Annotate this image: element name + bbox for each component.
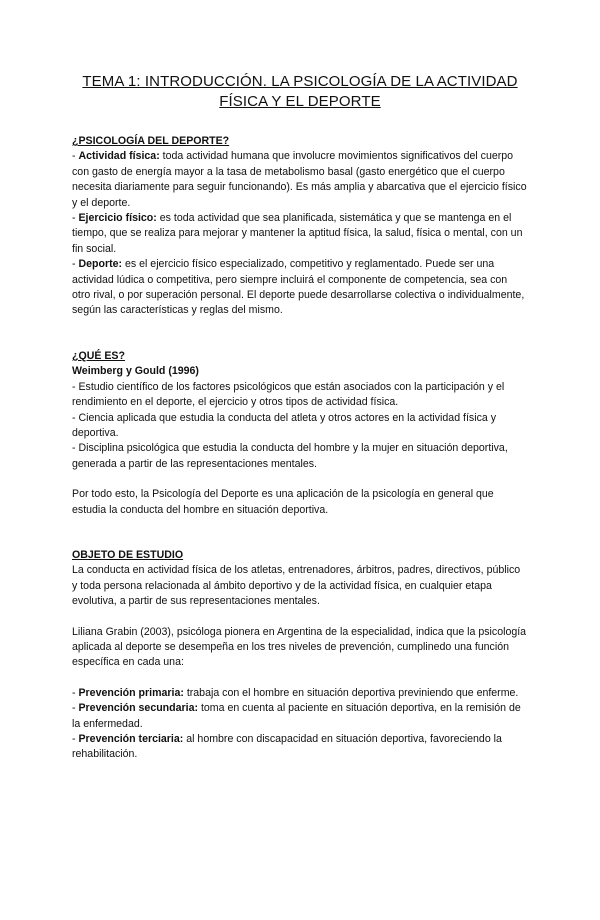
list-item: - Estudio científico de los factores psicológicos que están asociados con la participación y el rendimiento en el deporte, el ejercicio y otros tipos de actividad física. [72, 380, 505, 409]
definition-term: Ejercicio físico: [78, 212, 157, 225]
document-title [72, 72, 528, 112]
conclusion-paragraph: Por todo esto, la Psicología del Deporte es una aplicación de la psicología en general que estudia la conducta del hombre en situación deportiva. [72, 488, 494, 516]
prevention-item: - Prevención primaria: trabaja con el hombre en situación deportiva previniendo que enferme. [72, 686, 519, 699]
list-item: - Ciencia aplicada que estudia la conducta del atleta y otros actores en la actividad física y deportiva. [72, 411, 496, 439]
title-line-2: FÍSICA Y EL DEPORTE [219, 93, 381, 110]
body-paragraph: La conducta en actividad física de los atletas, entrenadores, árbitros, padres, directivos, público y toda persona relacionada al ámbito deportivo y de la actividad física, en cualquier etapa evolutiva, a partir de sus representaciones mentales. [72, 564, 521, 608]
section-heading: ¿PSICOLOGÍA DEL DEPORTE? [72, 135, 230, 147]
prevention-text: toma en cuenta al paciente en situación deportiva, en la remisión de la enfermedad. [72, 702, 521, 730]
section-heading: ¿QUÉ ES? [72, 349, 125, 362]
definition-text: toda actividad humana que involucre movimientos significativos del cuerpo con gasto de energía mayor a la tasa de metabolismo basal (gasto energético que el cuerpo necesita diariamente para seguir funcionando). Es más amplia y abarcativa que el ejercicio físico y el deporte. [72, 150, 527, 209]
prevention-term: Prevención terciaria: [78, 733, 184, 745]
prevention-text: al hombre con discapacidad en situación deportiva, favoreciendo la rehabilitación. [72, 733, 502, 761]
definition-item: - Actividad física: toda actividad humana que involucre movimientos significativos del cuerpo con gasto de energía mayor a la tasa de metabolismo basal (gasto energético que el cuerpo necesita diariamente para seguir funcionando). Es más amplia y abarcativa que el ejercicio físico y el deporte. [72, 150, 527, 209]
prevention-item: - Prevención terciaria: al hombre con discapacidad en situación deportiva, favoreciendo la rehabilitación. [72, 733, 502, 761]
prevention-term: Prevención primaria: [78, 686, 184, 699]
prevention-text: trabaja con el hombre en situación deportiva previniendo que enferme. [183, 686, 519, 699]
definition-term: Actividad física: [78, 150, 160, 163]
prevention-term: Prevención secundaria: [78, 702, 199, 715]
section-que-es [72, 349, 528, 518]
section-heading: OBJETO DE ESTUDIO [72, 548, 184, 561]
definition-item: - Ejercicio físico: es toda actividad que sea planificada, sistemática y que se mantenga en el tiempo, que se realiza para mejorar y mantener la aptitud física, la salud, física o mental, con un fin social. [72, 212, 523, 255]
definition-text: es toda actividad que sea planificada, sistemática y que se mantenga en el tiempo, que se realiza para mejorar y mantener la aptitud física, la salud, física o mental, con un fin social. [72, 212, 523, 255]
definition-text: es el ejercicio físico especializado, competitivo y reglamentado. Puede ser una actividad lúdica o competitiva, pero siempre incluirá el componente de competencia, sea con otro rival, o por superación personal. El deporte puede desarrollarse colectiva o individualmente, según las características y reglas del mismo. [72, 258, 525, 317]
definition-term: Deporte: [78, 258, 123, 271]
definition-item: - Deporte: es el ejercicio físico especializado, competitivo y reglamentado. Puede ser una actividad lúdica o competitiva, pero siempre incluirá el componente de competencia, sea con otro rival, o por superación personal. El deporte puede desarrollarse colectiva o individualmente, según las características y reglas del mismo. [72, 258, 525, 317]
title-line-1: TEMA 1: INTRODUCCIÓN. LA PSICOLOGÍA DE LA ACTIVIDAD [82, 73, 518, 90]
prevention-item: - Prevención secundaria: toma en cuenta al paciente en situación deportiva, en la remisión de la enfermedad. [72, 702, 521, 730]
section-objeto-de-estudio [72, 548, 528, 763]
body-paragraph: Liliana Grabin (2003), psicóloga pionera en Argentina de la especialidad, indica que la psicología aplicada al deporte se desempeña en los tres niveles de prevención, cumplinedo una función específica en cada una: [72, 625, 527, 669]
list-item: - Disciplina psicológica que estudia la conducta del hombre y la mujer en situación deportiva, generada a partir de las representaciones mentales. [72, 442, 508, 470]
section-psicologia-del-deporte [72, 134, 528, 319]
document-page [0, 72, 600, 920]
section-subheading: Weimberg y Gould (1996) [72, 365, 199, 378]
